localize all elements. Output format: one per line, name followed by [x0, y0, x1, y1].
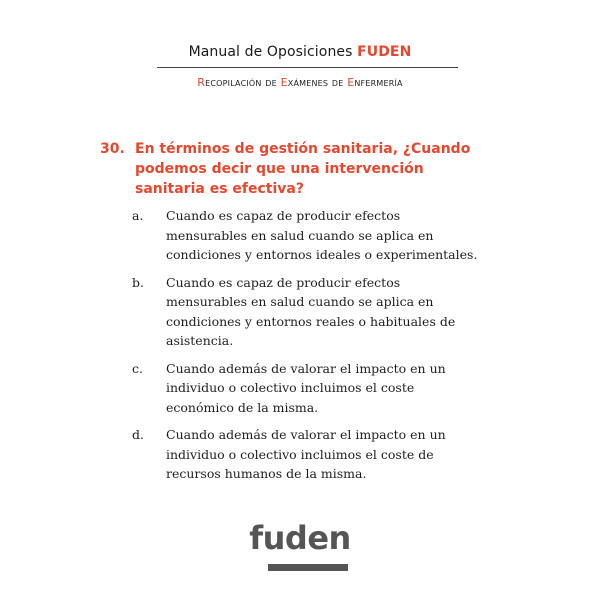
subtitle-rest-2: xámenes de — [287, 76, 348, 89]
subtitle-rest-1: ecopilación de — [205, 76, 281, 89]
answer-text: Cuando además de valorar el impacto en un individuo o colectivo incluimos el coste de recursos humanos de la misma. — [166, 427, 446, 481]
question-number: 30. — [100, 141, 125, 157]
answer-letter: d. — [132, 427, 144, 442]
header-title-prefix: Manual de Oposiciones — [188, 44, 358, 60]
answer-option-c — [132, 359, 482, 418]
question-text: En términos de gestión sanitaria, ¿Cuando podemos decir que una intervención sanitaria es efectiva? — [135, 141, 471, 197]
answer-option-d — [132, 425, 482, 484]
answer-letter: c. — [132, 360, 143, 376]
header-subtitle — [0, 76, 600, 89]
subtitle-cap-3: E — [347, 76, 355, 89]
answer-option-a — [132, 206, 482, 265]
answer-letter: b. — [132, 274, 144, 290]
answer-option-b — [132, 273, 482, 351]
fuden-logo-underline — [268, 564, 348, 571]
answer-list — [132, 206, 482, 492]
header-title — [0, 44, 600, 60]
subtitle-cap-2: E — [280, 76, 288, 89]
header-divider — [157, 67, 458, 68]
subtitle-rest-3: nfermería — [354, 76, 403, 89]
answer-letter: a. — [132, 208, 144, 223]
fuden-logo: fuden — [249, 519, 351, 557]
answer-text: Cuando es capaz de producir efectos mensurables en salud cuando se aplica en condiciones y entornos reales o habituales de asistencia. — [166, 274, 456, 348]
question — [100, 139, 482, 199]
subtitle-cap-1: R — [197, 76, 206, 89]
header-title-brand: FUDEN — [357, 44, 412, 60]
answer-text: Cuando además de valorar el impacto en un individuo o colectivo incluimos el coste económico de la misma. — [166, 360, 446, 415]
answer-text: Cuando es capaz de producir efectos mensurables en salud cuando se aplica en condiciones y entornos ideales o experimentales. — [166, 208, 478, 262]
